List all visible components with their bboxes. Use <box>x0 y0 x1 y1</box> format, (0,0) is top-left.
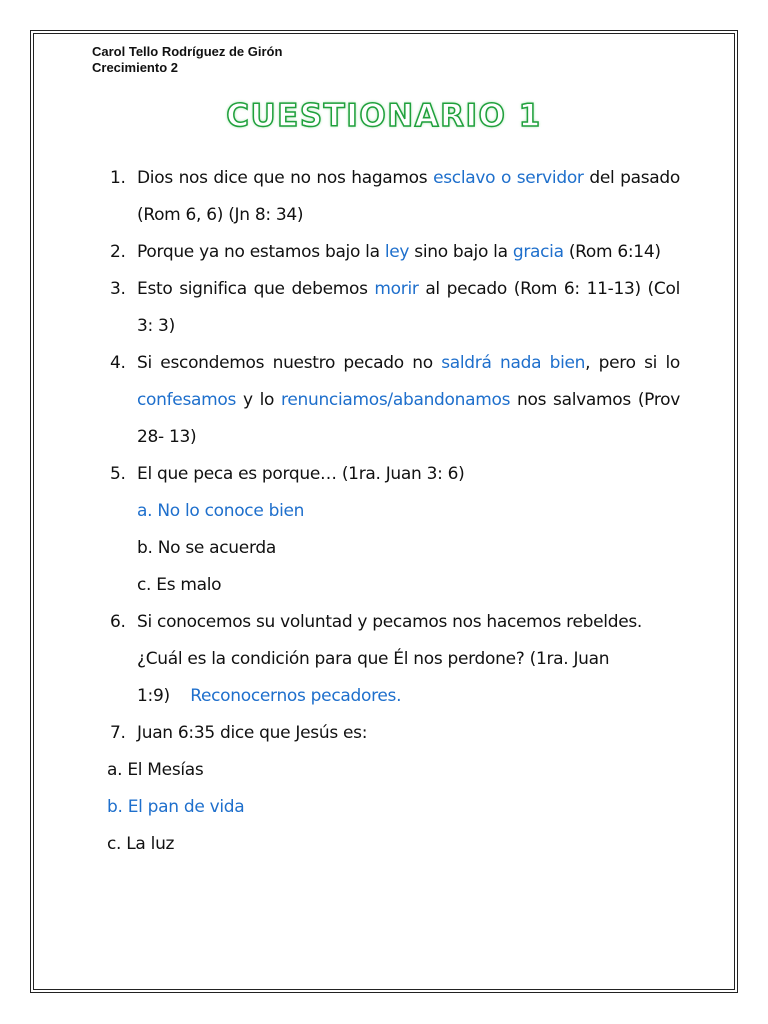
answer-text: Reconocernos pecadores. <box>190 686 402 706</box>
option: c. Es malo <box>137 575 222 595</box>
question-number: 1. <box>110 168 126 188</box>
text-part: y lo <box>236 390 282 410</box>
author-name: Carol Tello Rodríguez de Girón <box>92 44 283 59</box>
question-4 <box>110 345 680 456</box>
text-part: (Rom 6:14) <box>563 242 661 262</box>
question-2 <box>110 234 680 271</box>
question-number: 5. <box>110 464 126 484</box>
text-part: sino bajo la <box>409 242 513 262</box>
answer-text: ley <box>384 242 410 262</box>
question-text <box>137 604 680 715</box>
question-text <box>137 160 680 234</box>
answer-text: morir <box>374 279 419 299</box>
question-number: 6. <box>110 612 126 632</box>
text-part: Esto significa que debemos <box>137 279 375 299</box>
answer-text: renunciamos/abandonamos <box>281 390 511 410</box>
answer-text: saldrá nada bien <box>441 353 586 373</box>
text-part: al pecado (Rom 6: 11-13) (Col 3: 3) <box>137 279 680 336</box>
text-part: del pasado (Rom 6, 6) (Jn 8: 34) <box>137 168 680 225</box>
text-part: Si escondemos nuestro pecado no <box>137 353 442 373</box>
question-7 <box>110 715 680 752</box>
question-number: 7. <box>110 723 126 743</box>
option-correct: a. No lo conoce bien <box>137 501 305 521</box>
question-text <box>137 271 680 345</box>
question-text: El que peca es porque… (1ra. Juan 3: 6) <box>137 464 465 484</box>
question-1 <box>110 160 680 234</box>
answer-text: esclavo o servidor <box>433 168 584 188</box>
question-6 <box>110 604 680 715</box>
course-name: Crecimiento 2 <box>92 60 178 75</box>
text-part: Porque ya no estamos bajo la <box>137 242 385 262</box>
text-part: , pero si lo <box>585 353 680 373</box>
question-5 <box>110 456 680 493</box>
option: c. La luz <box>107 834 175 854</box>
option-correct: b. El pan de vida <box>107 797 245 817</box>
answer-text: gracia <box>512 242 564 262</box>
question-text <box>137 234 680 271</box>
option: b. No se acuerda <box>137 538 276 558</box>
questionnaire <box>107 160 680 863</box>
document-header <box>92 44 282 76</box>
option: a. El Mesías <box>107 760 204 780</box>
question-text: Juan 6:35 dice que Jesús es: <box>137 723 368 743</box>
question-number: 2. <box>110 242 126 262</box>
question-number: 4. <box>110 353 126 373</box>
text-part: Si conocemos su voluntad y pecamos nos hacemos rebeldes. ¿Cuál es la condición para que Él nos perdone? (1ra. Juan 1:9) <box>137 612 643 706</box>
answer-text: confesamos <box>137 390 237 410</box>
question-text <box>137 345 680 456</box>
page-title: CUESTIONARIO 1 <box>226 98 542 134</box>
question-number: 3. <box>110 279 126 299</box>
question-3 <box>110 271 680 345</box>
text-part: Dios nos dice que no nos hagamos <box>137 168 434 188</box>
text-part: nos salvamos (Prov 28- 13) <box>137 390 680 447</box>
